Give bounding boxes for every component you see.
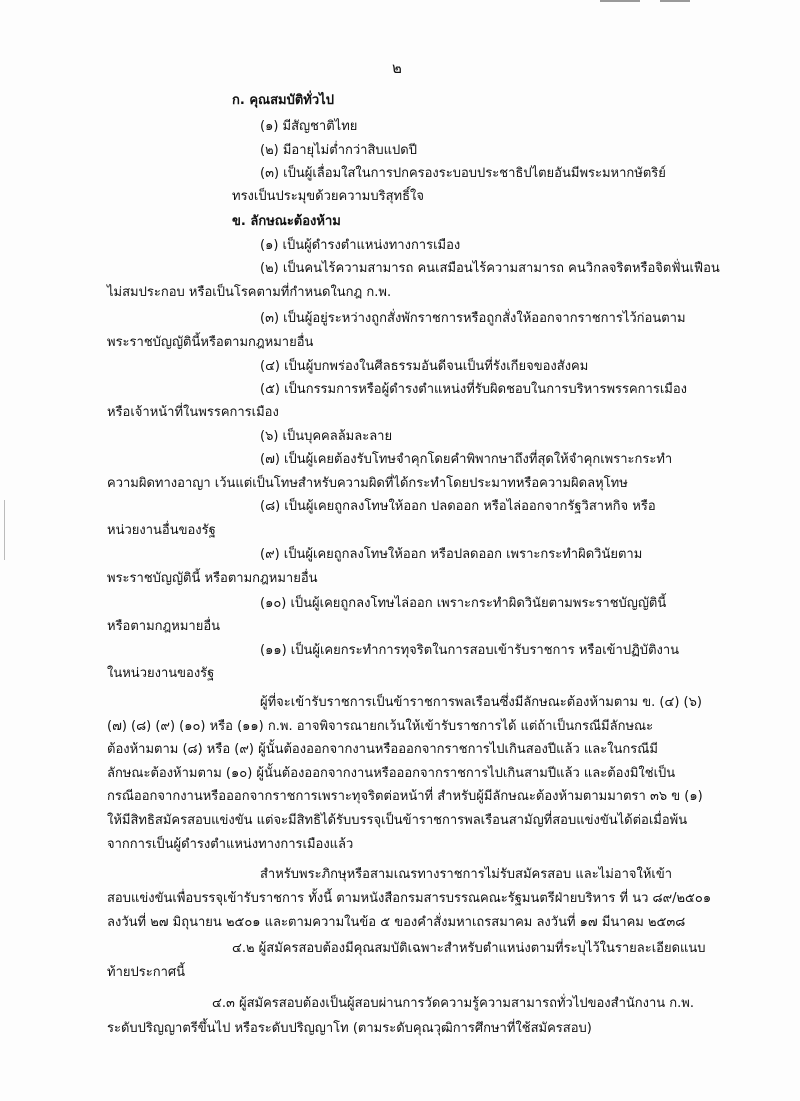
list-item: (๒) เป็นคนไร้ความสามารถ คนเสมือนไร้ความสามารถ คนวิกลจริตหรือจิตฟั่นเฟือน <box>260 261 720 276</box>
list-item: (๗) เป็นผู้เคยต้องรับโทษจำคุกโดยคำพิพากษาถึงที่สุดให้จำคุกเพราะกระทำ <box>260 452 673 467</box>
list-item: (๓) เป็นผู้เลื่อมใสในการปกครองระบอบประชาธิปไตยอันมีพระมหากษัตริย์ <box>260 166 666 181</box>
list-item: (๖) เป็นบุคคลล้มละลาย <box>260 429 393 444</box>
scan-edge <box>4 500 5 560</box>
paragraph-line: กรณีออกจากงานหรือออกจากราชการเพราะทุจริตต่อหน้าที่ สำหรับผู้มีลักษณะต้องห้ามตามมาตรา ๓๖ ข (๑) <box>107 789 703 804</box>
paragraph-line: ต้องห้ามตาม (๘) หรือ (๙) ผู้นั้นต้องออกจากงานหรือออกจากราชการไปเกินสองปีแล้ว และในกรณีมี <box>107 742 658 757</box>
list-item: ไม่สมประกอบ หรือเป็นโรคตามที่กำหนดในกฎ ก.พ. <box>107 285 392 300</box>
list-item: หรือตามกฎหมายอื่น <box>107 619 221 634</box>
clause-line: ๔.๓ ผู้สมัครสอบต้องเป็นผู้สอบผ่านการวัดความรู้ความสามารถทั่วไปของสำนักงาน ก.พ. <box>212 996 695 1011</box>
list-item: ความผิดทางอาญา เว้นแต่เป็นโทษสำหรับความผิดที่ได้กระทำโดยประมาทหรือความผิดลหุโทษ <box>107 476 628 491</box>
list-item: ในหน่วยงานของรัฐ <box>107 666 215 681</box>
section-heading: ข. ลักษณะต้องห้าม <box>232 214 341 229</box>
clause-line: ท้ายประกาศนี้ <box>107 965 186 980</box>
list-item: พระราชบัญญัตินี้หรือตามกฎหมายอื่น <box>107 335 314 350</box>
paragraph-line: ลักษณะต้องห้ามตาม (๑๐) ผู้นั้นต้องออกจากงานหรือออกจากราชการไปเกินสามปีแล้ว และต้องมิใช่เป็น <box>107 766 676 781</box>
list-item: (๔) เป็นผู้บกพร่องในศีลธรรมอันดีจนเป็นที่รังเกียจของสังคม <box>260 359 589 374</box>
list-item: (๒) มีอายุไม่ต่ำกว่าสิบแปดปี <box>260 143 417 158</box>
clause-line: ๔.๒ ผู้สมัครสอบต้องมีคุณสมบัติเฉพาะสำหรับตำแหน่งตามที่ระบุไว้ในรายละเอียดแนบ <box>232 941 706 956</box>
paragraph-line: สำหรับพระภิกษุหรือสามเณรทางราชการไม่รับสมัครสอบ และไม่อาจให้เข้า <box>260 867 673 882</box>
paragraph-line: ให้มีสิทธิสมัครสอบแข่งขัน แต่จะมีสิทธิได้รับบรรจุเป็นข้าราชการพลเรือนสามัญที่สอบแข่งขันได้ต่อเมื่อพ้น <box>107 813 688 828</box>
section-heading: ก. คุณสมบัติทั่วไป <box>232 93 334 108</box>
list-item: (๑๑) เป็นผู้เคยกระทำการทุจริตในการสอบเข้ารับราชการ หรือเข้าปฏิบัติงาน <box>260 643 680 658</box>
paragraph-line: ผู้ที่จะเข้ารับราชการเป็นข้าราชการพลเรือนซึ่งมีลักษณะต้องห้ามตาม ข. (๔) (๖) <box>260 695 702 710</box>
paragraph-line: (๗) (๘) (๙) (๑๐) หรือ (๑๑) ก.พ. อาจพิจารณายกเว้นให้เข้ารับราชการได้ แต่ถ้าเป็นกรณีมีลักษณะ <box>107 719 654 734</box>
list-item: พระราชบัญญัตินี้ หรือตามกฎหมายอื่น <box>107 571 318 586</box>
list-item: (๑๐) เป็นผู้เคยถูกลงโทษไล่ออก เพราะกระทำผิดวินัยตามพระราชบัญญัตินี้ <box>260 596 667 611</box>
list-item: (๑) มีสัญชาติไทย <box>260 119 358 134</box>
scan-mark <box>660 0 690 2</box>
list-item: หน่วยงานอื่นของรัฐ <box>107 523 216 538</box>
list-item: (๘) เป็นผู้เคยถูกลงโทษให้ออก ปลดออก หรือไล่ออกจากรัฐวิสาหกิจ หรือ <box>260 499 656 514</box>
list-item: (๕) เป็นกรรมการหรือผู้ดำรงตำแหน่งที่รับผิดชอบในการบริหารพรรคการเมือง <box>260 382 688 397</box>
list-item: (๙) เป็นผู้เคยถูกลงโทษให้ออก หรือปลดออก เพราะกระทำผิดวินัยตาม <box>260 547 643 562</box>
scan-mark <box>600 0 640 2</box>
page-number: ๒ <box>392 59 402 77</box>
paragraph-line: จากการเป็นผู้ดำรงตำแหน่งทางการเมืองแล้ว <box>107 837 354 852</box>
clause-line: ระดับปริญญาตรีขึ้นไป หรือระดับปริญญาโท (ตามระดับคุณวุฒิการศึกษาที่ใช้สมัครสอบ) <box>107 1021 592 1036</box>
list-item: ทรงเป็นประมุขด้วยความบริสุทธิ์ใจ <box>232 189 425 204</box>
paragraph-line: สอบแข่งขันเพื่อบรรจุเข้ารับราชการ ทั้งนี้ ตามหนังสือกรมสารบรรณคณะรัฐมนตรีฝ่ายบริหาร ที่ นว ๘๙/๒๕๐๑ <box>107 891 712 906</box>
paragraph-line: ลงวันที่ ๒๗ มิถุนายน ๒๕๐๑ และตามความในข้อ ๕ ของคำสั่งมหาเถรสมาคม ลงวันที่ ๑๗ มีนาคม ๒๕๓๘ <box>107 915 686 930</box>
list-item: หรือเจ้าหน้าที่ในพรรคการเมือง <box>107 405 279 420</box>
list-item: (๓) เป็นผู้อยู่ระหว่างถูกสั่งพักราชการหรือถูกสั่งให้ออกจากราชการไว้ก่อนตาม <box>260 311 686 326</box>
list-item: (๑) เป็นผู้ดำรงตำแหน่งทางการเมือง <box>260 238 461 253</box>
